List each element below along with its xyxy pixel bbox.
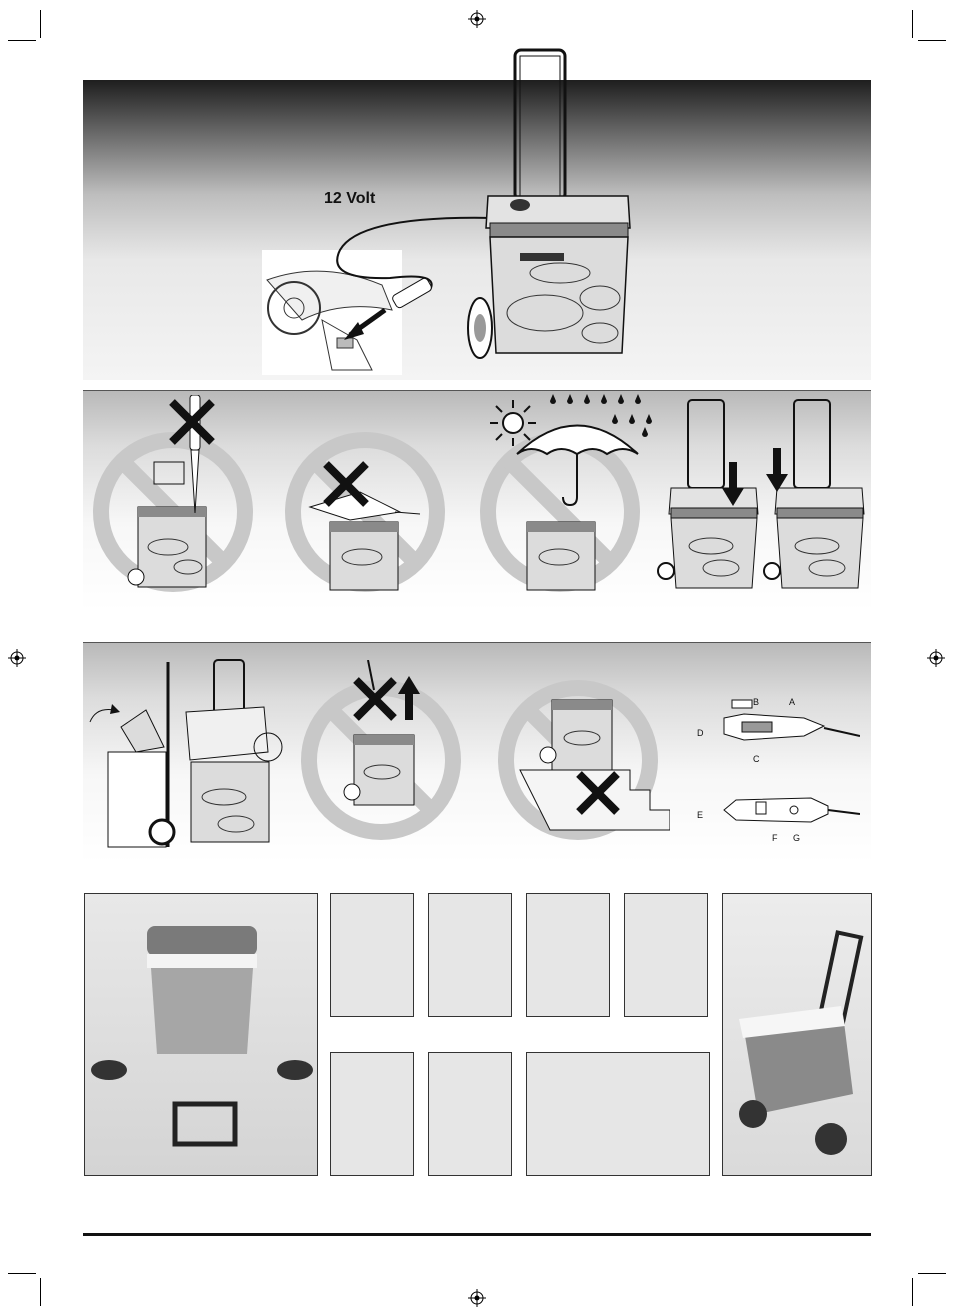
plug-label-c: C [753, 754, 760, 764]
assembled-cooler-photo [722, 893, 872, 1176]
x-mark-icon [322, 460, 370, 508]
crop-mark-bl-v [40, 1278, 41, 1306]
crop-mark-br-h [918, 1273, 946, 1274]
x-mark-icon [575, 770, 621, 816]
plug-label-e: E [697, 810, 704, 820]
bottom-rule [83, 1233, 871, 1236]
x-mark-icon [168, 398, 216, 446]
registration-mark-icon [8, 649, 26, 667]
plug-label-d: D [697, 728, 704, 738]
up-arrow-icon [398, 676, 420, 720]
assembly-parts-photo [84, 893, 318, 1176]
crop-mark-tl-v [40, 10, 41, 38]
umbrella-icon [515, 412, 640, 507]
registration-mark-icon [927, 649, 945, 667]
closed-lid-cooler-illustration [656, 396, 766, 596]
plug-label-a: A [789, 697, 796, 707]
registration-mark-icon [468, 10, 486, 28]
assembly-step-photo-2 [428, 893, 512, 1017]
plug-label-b: B [753, 697, 760, 707]
closed-plug-diagram [716, 792, 860, 828]
plug-label-f: F [772, 833, 778, 843]
crop-mark-tr-v [912, 10, 913, 38]
cooler-with-trolley-illustration [460, 48, 640, 368]
assembly-step-photo-6 [428, 1052, 512, 1176]
assembly-step-photo-3 [526, 893, 610, 1017]
open-lid-cooler-illustration [86, 652, 286, 852]
assembly-step-photo-7 [526, 1052, 710, 1176]
voltage-label: 12 Volt [324, 190, 376, 207]
assembly-step-photo-4 [624, 893, 708, 1017]
crop-mark-bl-h [8, 1273, 36, 1274]
down-arrow-icon [766, 448, 788, 492]
crop-mark-br-v [912, 1278, 913, 1306]
assembly-step-photo-5 [330, 1052, 414, 1176]
closed-lid-cooler-illustration [762, 396, 872, 596]
crop-mark-tl-h [8, 40, 36, 41]
registration-mark-icon [468, 1289, 486, 1307]
crop-mark-tr-h [918, 40, 946, 41]
prohibition-sign-icon [490, 660, 670, 850]
x-mark-icon [352, 676, 398, 722]
assembly-step-photo-1 [330, 893, 414, 1017]
plug-label-g: G [793, 833, 801, 843]
open-plug-diagram [714, 696, 860, 756]
down-arrow-icon [722, 462, 744, 506]
